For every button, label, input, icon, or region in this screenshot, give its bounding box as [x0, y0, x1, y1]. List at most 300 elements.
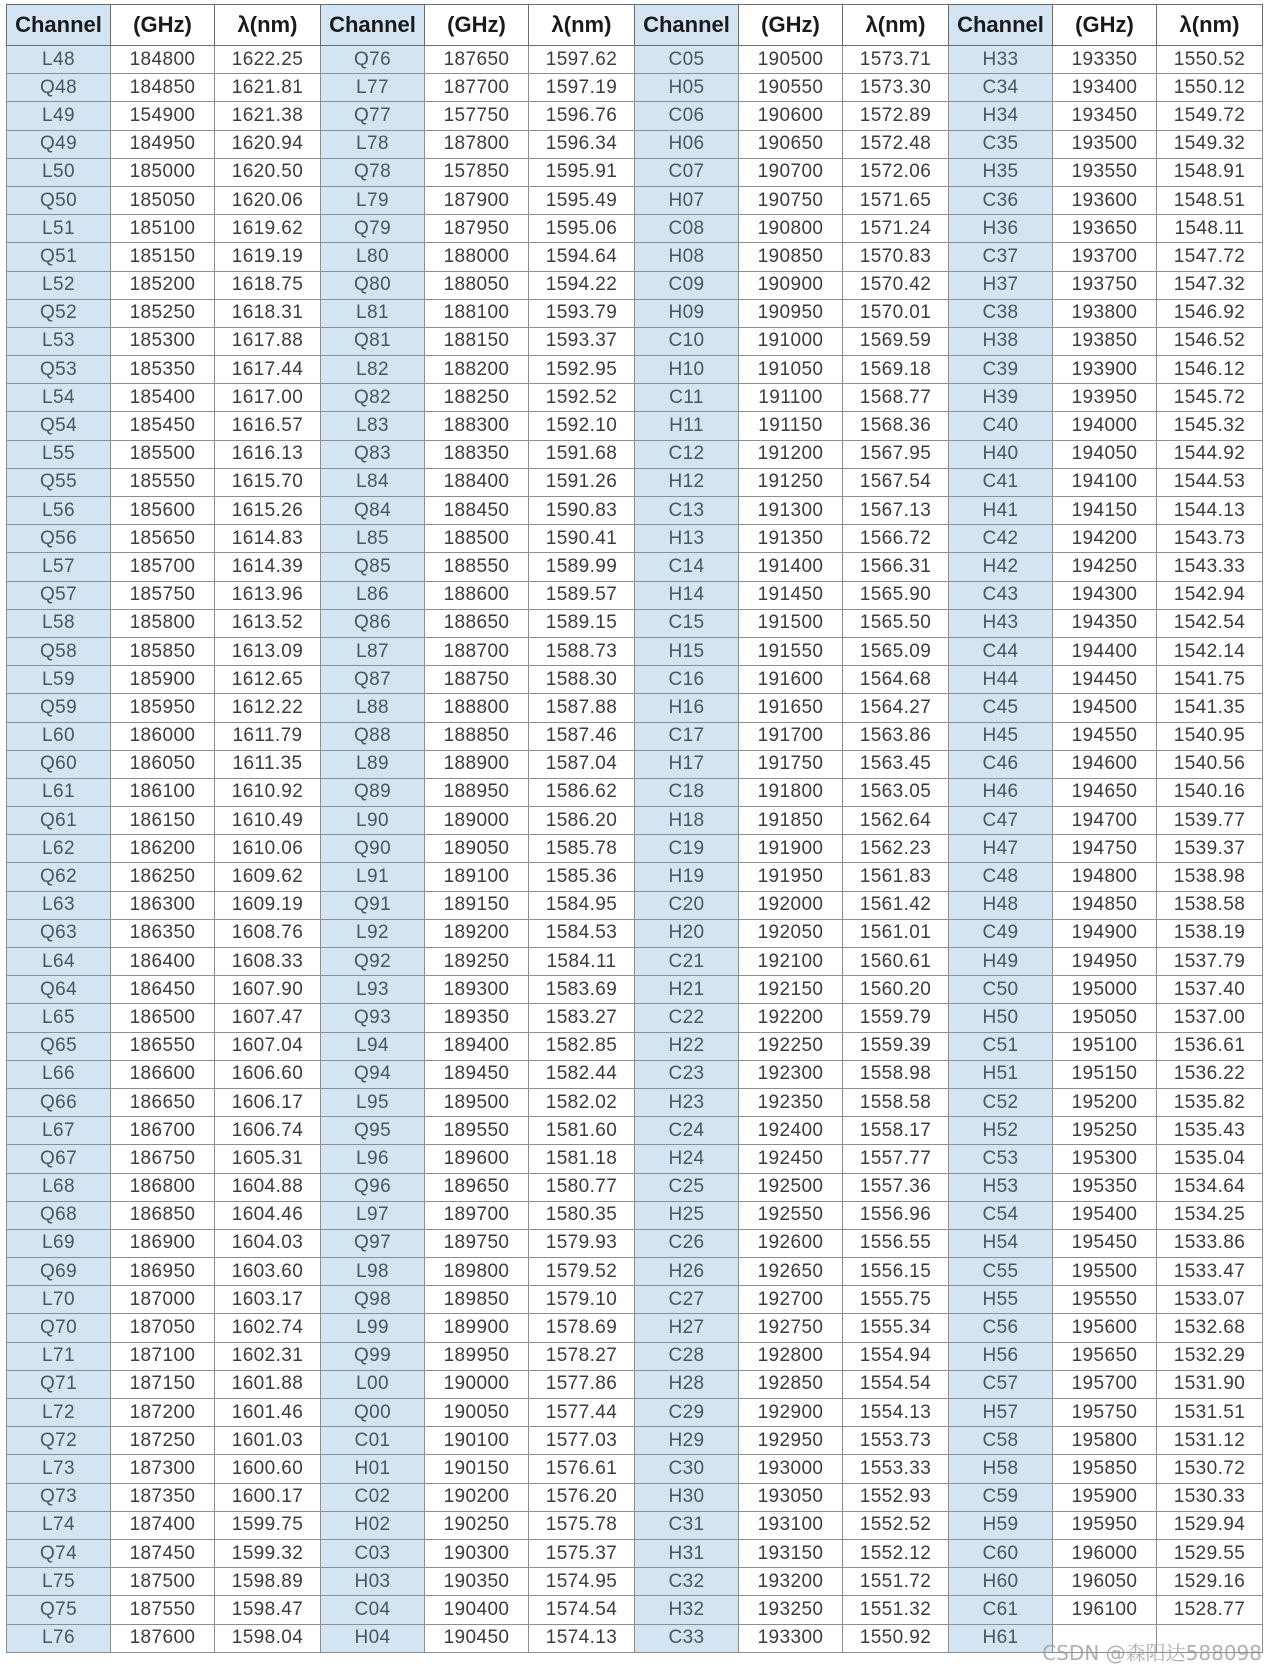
wavelength-cell: 1563.86 [843, 722, 949, 750]
wavelength-cell: 1619.19 [215, 243, 321, 271]
channel-cell: H51 [949, 1060, 1053, 1088]
channel-cell: H05 [635, 74, 739, 102]
frequency-cell: 195800 [1053, 1427, 1157, 1455]
frequency-cell: 189650 [425, 1173, 529, 1201]
table-row [7, 1201, 1263, 1229]
frequency-cell: 186500 [111, 1004, 215, 1032]
channel-cell: Q95 [321, 1117, 425, 1145]
frequency-cell: 194550 [1053, 722, 1157, 750]
table-row [7, 976, 1263, 1004]
wavelength-cell: 1538.98 [1157, 863, 1263, 891]
frequency-cell: 193650 [1053, 215, 1157, 243]
frequency-cell: 193300 [739, 1624, 843, 1652]
wavelength-cell: 1595.06 [529, 215, 635, 243]
wavelength-cell: 1610.92 [215, 778, 321, 806]
wavelength-cell: 1574.95 [529, 1568, 635, 1596]
wavelength-cell: 1596.76 [529, 102, 635, 130]
wavelength-cell: 1544.53 [1157, 468, 1263, 496]
wavelength-cell: 1582.85 [529, 1032, 635, 1060]
wavelength-cell: 1601.03 [215, 1427, 321, 1455]
frequency-cell: 186700 [111, 1117, 215, 1145]
wavelength-cell: 1570.01 [843, 299, 949, 327]
wavelength-cell: 1599.32 [215, 1539, 321, 1567]
channel-cell: Q79 [321, 215, 425, 243]
frequency-cell: 194450 [1053, 666, 1157, 694]
frequency-cell: 194050 [1053, 440, 1157, 468]
channel-cell: H08 [635, 243, 739, 271]
wavelength-cell: 1556.15 [843, 1258, 949, 1286]
channel-cell: Q52 [7, 299, 111, 327]
channel-cell: C35 [949, 130, 1053, 158]
frequency-cell: 187000 [111, 1286, 215, 1314]
wavelength-cell: 1614.83 [215, 525, 321, 553]
frequency-cell: 185550 [111, 468, 215, 496]
wavelength-cell: 1577.86 [529, 1370, 635, 1398]
frequency-cell: 194200 [1053, 525, 1157, 553]
channel-cell: C54 [949, 1201, 1053, 1229]
frequency-cell: 192050 [739, 919, 843, 947]
frequency-cell: 191050 [739, 356, 843, 384]
table-row [7, 891, 1263, 919]
wavelength-cell: 1571.65 [843, 186, 949, 214]
frequency-cell: 187800 [425, 130, 529, 158]
wavelength-cell: 1590.41 [529, 525, 635, 553]
channel-cell: L70 [7, 1286, 111, 1314]
channel-cell: Q80 [321, 271, 425, 299]
channel-cell: C01 [321, 1427, 425, 1455]
frequency-cell: 186250 [111, 863, 215, 891]
frequency-cell: 192300 [739, 1060, 843, 1088]
frequency-cell: 191300 [739, 497, 843, 525]
frequency-cell: 193100 [739, 1511, 843, 1539]
channel-cell: L81 [321, 299, 425, 327]
channel-cell: L62 [7, 835, 111, 863]
header-frequency: (GHz) [1053, 5, 1157, 46]
wavelength-cell: 1566.31 [843, 553, 949, 581]
wavelength-cell: 1552.93 [843, 1483, 949, 1511]
frequency-cell: 189350 [425, 1004, 529, 1032]
channel-cell: Q83 [321, 440, 425, 468]
table-row [7, 1568, 1263, 1596]
wavelength-cell: 1564.68 [843, 666, 949, 694]
wavelength-cell: 1620.50 [215, 158, 321, 186]
frequency-cell: 189150 [425, 891, 529, 919]
dwdm-channel-table [6, 4, 1263, 1653]
wavelength-cell: 1532.68 [1157, 1314, 1263, 1342]
channel-cell: C25 [635, 1173, 739, 1201]
frequency-cell: 185450 [111, 412, 215, 440]
wavelength-cell: 1529.16 [1157, 1568, 1263, 1596]
table-row [7, 666, 1263, 694]
frequency-cell: 194300 [1053, 581, 1157, 609]
frequency-cell: 185100 [111, 215, 215, 243]
channel-cell: C29 [635, 1399, 739, 1427]
wavelength-cell: 1616.13 [215, 440, 321, 468]
channel-cell: H25 [635, 1201, 739, 1229]
channel-cell: Q62 [7, 863, 111, 891]
wavelength-cell: 1585.78 [529, 835, 635, 863]
frequency-cell: 192800 [739, 1342, 843, 1370]
table-row [7, 356, 1263, 384]
wavelength-cell: 1529.55 [1157, 1539, 1263, 1567]
channel-cell: L96 [321, 1145, 425, 1173]
wavelength-cell: 1571.24 [843, 215, 949, 243]
table-row [7, 722, 1263, 750]
channel-cell: L74 [7, 1511, 111, 1539]
wavelength-cell: 1530.33 [1157, 1483, 1263, 1511]
channel-cell: C28 [635, 1342, 739, 1370]
channel-cell: H31 [635, 1539, 739, 1567]
channel-cell: Q97 [321, 1229, 425, 1257]
frequency-cell: 195200 [1053, 1088, 1157, 1116]
wavelength-cell: 1556.96 [843, 1201, 949, 1229]
frequency-cell: 194700 [1053, 807, 1157, 835]
frequency-cell: 188150 [425, 327, 529, 355]
frequency-cell: 187700 [425, 74, 529, 102]
channel-cell: L95 [321, 1088, 425, 1116]
frequency-cell: 193000 [739, 1455, 843, 1483]
frequency-cell: 189100 [425, 863, 529, 891]
channel-cell: L66 [7, 1060, 111, 1088]
wavelength-cell: 1587.88 [529, 694, 635, 722]
frequency-cell: 185600 [111, 497, 215, 525]
wavelength-cell: 1559.39 [843, 1032, 949, 1060]
frequency-cell: 195450 [1053, 1229, 1157, 1257]
frequency-cell: 191450 [739, 581, 843, 609]
frequency-cell: 186650 [111, 1088, 215, 1116]
frequency-cell: 192400 [739, 1117, 843, 1145]
wavelength-cell: 1565.90 [843, 581, 949, 609]
frequency-cell: 188900 [425, 750, 529, 778]
wavelength-cell: 1540.56 [1157, 750, 1263, 778]
wavelength-cell: 1537.00 [1157, 1004, 1263, 1032]
channel-cell: C02 [321, 1483, 425, 1511]
table-row [7, 948, 1263, 976]
channel-cell: H02 [321, 1511, 425, 1539]
table-row [7, 525, 1263, 553]
frequency-cell: 185850 [111, 637, 215, 665]
wavelength-cell: 1621.38 [215, 102, 321, 130]
channel-cell: C52 [949, 1088, 1053, 1116]
wavelength-cell: 1549.32 [1157, 130, 1263, 158]
wavelength-cell: 1573.71 [843, 46, 949, 74]
frequency-cell: 190800 [739, 215, 843, 243]
frequency-cell: 190150 [425, 1455, 529, 1483]
wavelength-cell: 1606.17 [215, 1088, 321, 1116]
frequency-cell: 191200 [739, 440, 843, 468]
channel-cell: C18 [635, 778, 739, 806]
channel-cell: Q93 [321, 1004, 425, 1032]
wavelength-cell: 1604.03 [215, 1229, 321, 1257]
frequency-cell: 185300 [111, 327, 215, 355]
frequency-cell: 186050 [111, 750, 215, 778]
frequency-cell: 187150 [111, 1370, 215, 1398]
frequency-cell: 188650 [425, 609, 529, 637]
channel-cell: L73 [7, 1455, 111, 1483]
header-frequency: (GHz) [425, 5, 529, 46]
channel-cell: Q91 [321, 891, 425, 919]
channel-cell: C47 [949, 807, 1053, 835]
channel-cell: Q67 [7, 1145, 111, 1173]
wavelength-cell: 1582.02 [529, 1088, 635, 1116]
channel-cell: C55 [949, 1258, 1053, 1286]
frequency-cell: 187600 [111, 1624, 215, 1652]
header-wavelength: λ(nm) [1157, 5, 1263, 46]
wavelength-cell: 1534.64 [1157, 1173, 1263, 1201]
frequency-cell: 189950 [425, 1342, 529, 1370]
channel-cell: H33 [949, 46, 1053, 74]
channel-cell: L53 [7, 327, 111, 355]
channel-cell: H35 [949, 158, 1053, 186]
wavelength-cell: 1607.47 [215, 1004, 321, 1032]
wavelength-cell: 1613.09 [215, 637, 321, 665]
channel-cell: H01 [321, 1455, 425, 1483]
frequency-cell: 190450 [425, 1624, 529, 1652]
wavelength-cell: 1602.31 [215, 1342, 321, 1370]
frequency-cell: 187500 [111, 1568, 215, 1596]
frequency-cell: 191250 [739, 468, 843, 496]
wavelength-cell: 1563.45 [843, 750, 949, 778]
channel-cell: Q64 [7, 976, 111, 1004]
channel-cell: H04 [321, 1624, 425, 1652]
channel-cell: C46 [949, 750, 1053, 778]
wavelength-cell: 1613.52 [215, 609, 321, 637]
frequency-cell: 190100 [425, 1427, 529, 1455]
wavelength-cell: 1550.92 [843, 1624, 949, 1652]
table-row [7, 271, 1263, 299]
frequency-cell: 185350 [111, 356, 215, 384]
wavelength-cell: 1612.22 [215, 694, 321, 722]
wavelength-cell: 1569.18 [843, 356, 949, 384]
channel-cell: Q56 [7, 525, 111, 553]
wavelength-cell: 1566.72 [843, 525, 949, 553]
wavelength-cell: 1598.89 [215, 1568, 321, 1596]
channel-cell: L93 [321, 976, 425, 1004]
frequency-cell: 195400 [1053, 1201, 1157, 1229]
wavelength-cell: 1553.73 [843, 1427, 949, 1455]
frequency-cell: 196000 [1053, 1539, 1157, 1567]
frequency-cell: 186150 [111, 807, 215, 835]
frequency-cell: 194000 [1053, 412, 1157, 440]
channel-cell: H57 [949, 1399, 1053, 1427]
wavelength-cell: 1542.94 [1157, 581, 1263, 609]
frequency-cell: 186000 [111, 722, 215, 750]
wavelength-cell: 1560.61 [843, 948, 949, 976]
frequency-cell: 195500 [1053, 1258, 1157, 1286]
frequency-cell: 191800 [739, 778, 843, 806]
frequency-cell: 190600 [739, 102, 843, 130]
channel-cell: H21 [635, 976, 739, 1004]
wavelength-cell: 1592.52 [529, 384, 635, 412]
channel-cell: Q51 [7, 243, 111, 271]
wavelength-cell: 1575.78 [529, 1511, 635, 1539]
header-frequency: (GHz) [739, 5, 843, 46]
channel-cell: Q69 [7, 1258, 111, 1286]
channel-cell: L49 [7, 102, 111, 130]
wavelength-cell: 1577.44 [529, 1399, 635, 1427]
wavelength-cell: 1528.77 [1157, 1596, 1263, 1624]
wavelength-cell: 1602.74 [215, 1314, 321, 1342]
frequency-cell: 185900 [111, 666, 215, 694]
frequency-cell: 195150 [1053, 1060, 1157, 1088]
channel-cell: L71 [7, 1342, 111, 1370]
channel-cell: H22 [635, 1032, 739, 1060]
frequency-cell: 186450 [111, 976, 215, 1004]
frequency-cell: 193500 [1053, 130, 1157, 158]
table-row [7, 637, 1263, 665]
channel-cell: Q78 [321, 158, 425, 186]
table-row [7, 412, 1263, 440]
channel-cell: Q89 [321, 778, 425, 806]
table-row [7, 1427, 1263, 1455]
channel-cell: L51 [7, 215, 111, 243]
frequency-cell: 189450 [425, 1060, 529, 1088]
frequency-cell: 193400 [1053, 74, 1157, 102]
frequency-cell: 190650 [739, 130, 843, 158]
frequency-cell: 190200 [425, 1483, 529, 1511]
frequency-cell: 154900 [111, 102, 215, 130]
wavelength-cell: 1608.33 [215, 948, 321, 976]
frequency-cell: 190250 [425, 1511, 529, 1539]
wavelength-cell: 1543.33 [1157, 553, 1263, 581]
wavelength-cell: 1589.15 [529, 609, 635, 637]
channel-cell: L56 [7, 497, 111, 525]
frequency-cell: 186600 [111, 1060, 215, 1088]
frequency-cell: 191150 [739, 412, 843, 440]
frequency-cell: 191000 [739, 327, 843, 355]
frequency-cell: 185000 [111, 158, 215, 186]
channel-cell: L75 [7, 1568, 111, 1596]
frequency-cell: 185800 [111, 609, 215, 637]
channel-cell: L68 [7, 1173, 111, 1201]
frequency-cell: 190400 [425, 1596, 529, 1624]
channel-cell: C42 [949, 525, 1053, 553]
channel-cell: H43 [949, 609, 1053, 637]
table-row [7, 327, 1263, 355]
channel-cell: H61 [949, 1624, 1053, 1652]
channel-cell: L86 [321, 581, 425, 609]
frequency-cell: 194350 [1053, 609, 1157, 637]
wavelength-cell: 1598.04 [215, 1624, 321, 1652]
wavelength-cell: 1531.90 [1157, 1370, 1263, 1398]
channel-cell: H41 [949, 497, 1053, 525]
frequency-cell: 185400 [111, 384, 215, 412]
frequency-cell: 186950 [111, 1258, 215, 1286]
frequency-cell: 185500 [111, 440, 215, 468]
header-row [7, 5, 1263, 46]
frequency-cell: 188300 [425, 412, 529, 440]
wavelength-cell: 1539.77 [1157, 807, 1263, 835]
wavelength-cell: 1615.70 [215, 468, 321, 496]
frequency-cell: 187550 [111, 1596, 215, 1624]
wavelength-cell: 1535.43 [1157, 1117, 1263, 1145]
frequency-cell: 195950 [1053, 1511, 1157, 1539]
frequency-cell: 189200 [425, 919, 529, 947]
frequency-cell: 193250 [739, 1596, 843, 1624]
wavelength-cell: 1567.95 [843, 440, 949, 468]
channel-cell: C34 [949, 74, 1053, 102]
channel-cell: C60 [949, 1539, 1053, 1567]
channel-cell: C43 [949, 581, 1053, 609]
header-wavelength: λ(nm) [843, 5, 949, 46]
channel-cell: Q74 [7, 1539, 111, 1567]
frequency-cell: 188350 [425, 440, 529, 468]
wavelength-cell: 1568.36 [843, 412, 949, 440]
wavelength-cell: 1561.01 [843, 919, 949, 947]
frequency-cell: 184850 [111, 74, 215, 102]
wavelength-cell: 1585.36 [529, 863, 635, 891]
wavelength-cell: 1546.12 [1157, 356, 1263, 384]
frequency-cell: 187300 [111, 1455, 215, 1483]
wavelength-cell: 1604.46 [215, 1201, 321, 1229]
wavelength-cell: 1607.04 [215, 1032, 321, 1060]
wavelength-cell: 1588.30 [529, 666, 635, 694]
wavelength-cell: 1604.88 [215, 1173, 321, 1201]
channel-cell: Q71 [7, 1370, 111, 1398]
channel-cell: C21 [635, 948, 739, 976]
wavelength-cell: 1579.93 [529, 1229, 635, 1257]
table-row [7, 497, 1263, 525]
frequency-cell: 194400 [1053, 637, 1157, 665]
frequency-cell: 194500 [1053, 694, 1157, 722]
wavelength-cell: 1568.77 [843, 384, 949, 412]
wavelength-cell: 1533.47 [1157, 1258, 1263, 1286]
frequency-cell: 187450 [111, 1539, 215, 1567]
frequency-cell: 192700 [739, 1286, 843, 1314]
wavelength-cell: 1620.06 [215, 186, 321, 214]
frequency-cell: 195600 [1053, 1314, 1157, 1342]
frequency-cell: 194800 [1053, 863, 1157, 891]
channel-cell: L89 [321, 750, 425, 778]
wavelength-cell: 1598.47 [215, 1596, 321, 1624]
wavelength-cell: 1622.25 [215, 46, 321, 74]
wavelength-cell: 1576.20 [529, 1483, 635, 1511]
frequency-cell: 191550 [739, 637, 843, 665]
frequency-cell: 188200 [425, 356, 529, 384]
header-channel: Channel [321, 5, 425, 46]
channel-cell: Q58 [7, 637, 111, 665]
wavelength-cell: 1597.62 [529, 46, 635, 74]
frequency-cell: 189850 [425, 1286, 529, 1314]
channel-cell: H28 [635, 1370, 739, 1398]
wavelength-cell: 1608.76 [215, 919, 321, 947]
wavelength-cell: 1548.11 [1157, 215, 1263, 243]
channel-cell: Q54 [7, 412, 111, 440]
wavelength-cell: 1615.26 [215, 497, 321, 525]
wavelength-cell: 1574.13 [529, 1624, 635, 1652]
frequency-cell: 185050 [111, 186, 215, 214]
wavelength-cell: 1575.37 [529, 1539, 635, 1567]
table-row [7, 1004, 1263, 1032]
wavelength-cell: 1540.16 [1157, 778, 1263, 806]
table-row [7, 215, 1263, 243]
wavelength-cell: 1578.27 [529, 1342, 635, 1370]
frequency-cell: 187050 [111, 1314, 215, 1342]
wavelength-cell: 1610.06 [215, 835, 321, 863]
frequency-cell: 185650 [111, 525, 215, 553]
frequency-cell: 186550 [111, 1032, 215, 1060]
channel-cell: H56 [949, 1342, 1053, 1370]
frequency-cell: 189400 [425, 1032, 529, 1060]
frequency-cell: 193750 [1053, 271, 1157, 299]
frequency-cell: 189250 [425, 948, 529, 976]
table-row [7, 1539, 1263, 1567]
channel-cell: C61 [949, 1596, 1053, 1624]
channel-cell: C16 [635, 666, 739, 694]
wavelength-cell: 1547.72 [1157, 243, 1263, 271]
channel-cell: Q48 [7, 74, 111, 102]
wavelength-cell: 1554.13 [843, 1399, 949, 1427]
